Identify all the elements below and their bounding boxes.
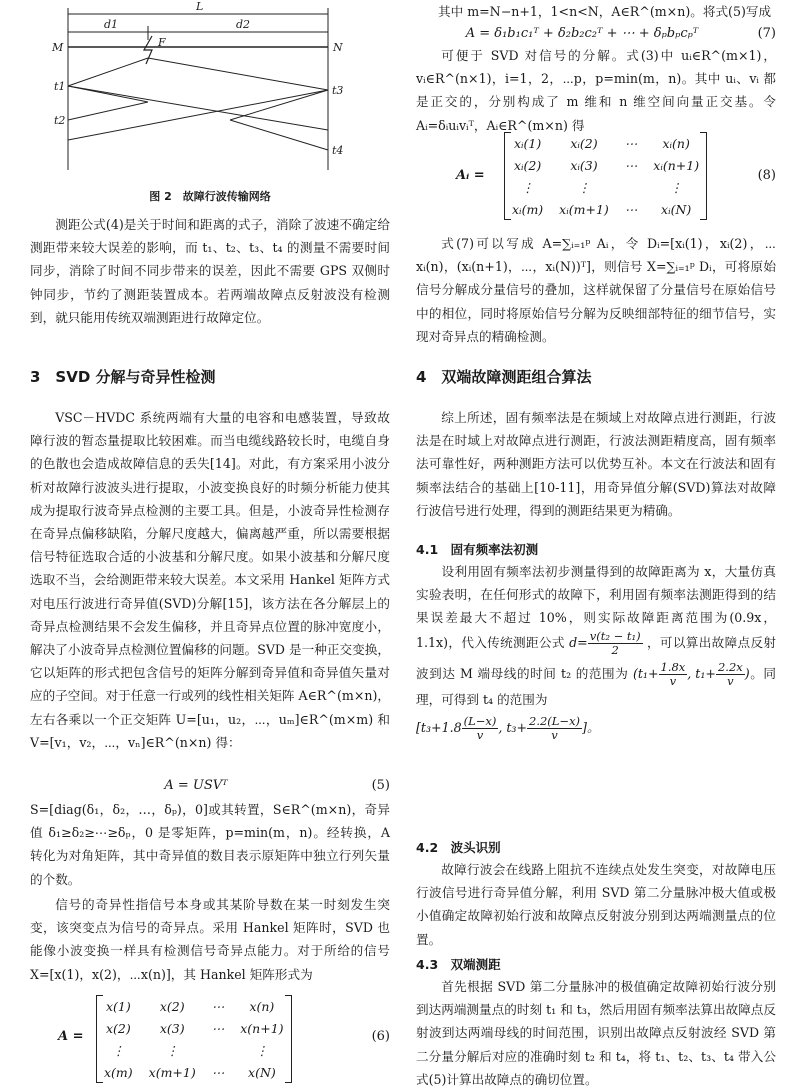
component-matrix-cell: xᵢ(m+1)	[559, 201, 609, 217]
equation-6	[30, 993, 390, 1087]
hankel-matrix-row	[96, 1017, 292, 1039]
hankel-matrix-row	[96, 1061, 292, 1083]
paragraph-4-1-b: ，可以算出故障点反射波到达 M 端母线的时间 t₂ 的范围为	[416, 634, 776, 681]
hankel-matrix-cell	[204, 1039, 233, 1061]
hankel-matrix-cell: ⋮	[112, 1042, 125, 1058]
label-L: L	[196, 0, 204, 13]
equation-8-label: Aᵢ =	[456, 168, 485, 183]
ray-N-to-M	[68, 90, 328, 140]
paragraph-section-4: 综上所述，固有频率法是在频域上对故障点进行测距，行波法是在时域上对故障点进行测距，行波法测距精度高，固有频率法可靠性好，两种测距方法可以优势互补。本文在行波法和固有频率法结合的基础上[10-11]，用奇异值分解(SVD)算法对故障行波信号进行处理，得到的测距结果更为精确。	[416, 410, 776, 518]
hankel-matrix-row	[96, 1039, 292, 1061]
ray-N-to-F	[230, 90, 328, 120]
component-matrix-row	[504, 198, 707, 220]
ray-F-to-N	[148, 58, 328, 90]
fault-traveling-wave-figure	[50, 0, 370, 175]
component-matrix-cell: xᵢ(2)	[570, 135, 598, 151]
hankel-matrix-cell: ⋯	[211, 1064, 225, 1080]
equation-8-number: (8)	[757, 168, 776, 183]
paragraph-4-2: 故障行波会在线路上阻抗不连续点处发生突变，对故障电压行波信号进行奇异值分解，利用 SVD 第二分量脉冲极大值或极小值确定故障初始行波和故障点反射波分别到达两端测量点的位置。	[416, 862, 776, 947]
hankel-matrix-cell: x(n)	[249, 998, 275, 1014]
hankel-matrix-cell: x(n+1)	[240, 1020, 284, 1036]
ray-M-to-N	[68, 86, 328, 130]
label-t3: t3	[332, 84, 344, 97]
component-matrix-cell: xᵢ(m)	[512, 201, 544, 217]
component-matrix	[504, 132, 707, 220]
ray-M-to-F	[68, 86, 148, 102]
equation-6-label: A =	[58, 1029, 84, 1044]
section-4-1-body	[416, 560, 776, 742]
paragraph-svd-1: VSC－HVDC 系统两端有大量的电容和电感装置，导致故障行波的暂态量提取比较困难。而当电缆线路较长时，电缆自身的色散也会造成故障信息的丢失[14]。对此，有方案采用小波分析对故障行波波头进行提取，小波变换良好的时频分析能力使其成为提取行波奇异点检测的主要工具。但是，小波奇异性检测存在奇异点偏移缺陷，分解尺度越大，偏离越严重，所以需要根据信号特征选取合适的小波基和分解尺度。如果小波基和分解尺度选取不当，会给测距带来较大误差。本文采用 Hankel 矩阵方式对电压行波进行奇异值(SVD)分解[15]，该方法在各分解层上的奇异点检测结果不会发生偏移，并且奇异点位置的脉冲宽度小，解决了小波奇异点检测位置偏移的问题。SVD 是一种正交变换，它以矩阵的形式把包含信号的矩阵分解到奇异值和奇异值矢量对应的子空间。对于任意一行或列的线性相关矩阵 A∈R^(m×n)，左右各乘以一个正交矩阵 U=[u₁，u₂，⋯，uₘ]∈R^(m×m) 和 V=[v₁，v₂，⋯，vₙ]∈R^(n×n) 得：	[30, 410, 390, 750]
ray-F-to-M-reflect	[68, 102, 148, 120]
ray-F-to-M	[68, 58, 148, 86]
component-matrix-cell: ⋮	[577, 179, 591, 195]
section-4-heading: 4 双端故障测距组合算法	[416, 368, 592, 386]
component-matrix-cell	[617, 176, 646, 198]
equation-5-number: (5)	[371, 778, 390, 793]
paragraph-4-1-c: 。同理，可得到 t₄ 的范围为	[416, 665, 776, 707]
paragraph-after-eq7: 可便于 SVD 对信号的分解。式(3)中 uᵢ∈R^(m×1)，vᵢ∈R^(n×1)，i=1，2，⋯p，p=min(m，n)。其中 uᵢ、vᵢ 都是正交的，分别构成了 m 维和 n 维空间向量正交基。令 Aᵢ=δᵢuᵢvᵢᵀ，Aᵢ∈R^(m×n) 得	[416, 48, 776, 133]
hankel-matrix-cell: x(2)	[105, 1020, 131, 1036]
ray-F-to-N-reflect	[230, 120, 328, 150]
section-4-3-heading: 4.3 双端测距	[416, 957, 501, 972]
hankel-matrix	[96, 995, 292, 1083]
paragraph-ranging: 测距公式(4)是关于时间和距离的式子，消除了波速不确定给测距带来较大误差的影响，而 t₁、t₂、t₃、t₄ 的测量不需要时间同步，消除了时间不同步带来的误差，因此不需要 GPS 双侧时钟同步，节约了测距装置成本。若两端故障点反射波没有检测到，就只能用传统双端测距进行故障定位。	[30, 217, 390, 325]
hankel-matrix-cell: ⋮	[255, 1042, 269, 1058]
component-matrix-cell: xᵢ(n+1)	[653, 157, 700, 173]
hankel-matrix-cell: ⋮	[165, 1042, 179, 1058]
paragraph-svd-3: 信号的奇异性指信号本身或其某阶导数在某一时刻发生突变，该突变点为信号的奇异点。采用 Hankel 矩阵时，SVD 也能像小波变换一样具有检测信号奇异点能力。对于所给的信号 X=[x(1)，x(2)，⋯x(n)]，其 Hankel 矩阵形式为	[30, 897, 390, 982]
label-N: N	[333, 41, 343, 54]
equation-5-body: A = USVᵀ	[164, 778, 228, 793]
label-d1: d1	[104, 18, 119, 31]
label-t4: t4	[332, 144, 344, 157]
label-M: M	[52, 41, 64, 54]
label-t2: t2	[54, 114, 66, 127]
hankel-matrix-row	[96, 995, 292, 1017]
hankel-matrix-cell: x(m+1)	[148, 1064, 196, 1080]
paragraph-4-1-a: 设利用固有频率法初步测量得到的故障距离为 x，大量仿真实验表明，在任何形式的故障下，利用固有频率法测距得到的结果误差最大不超过 10%，则实际故障距离范围为(0.9x，1.1x)，代入传统测距公式	[416, 564, 776, 650]
equation-7-body: A = δ₁b₁c₁ᵀ + δ₂b₂c₂ᵀ + ⋯ + δₚbₚcₚᵀ	[465, 26, 699, 41]
component-matrix-cell: ⋯	[624, 201, 638, 217]
label-d2: d2	[236, 18, 251, 31]
hankel-matrix-cell: x(N)	[248, 1064, 276, 1080]
label-F: F	[158, 36, 166, 49]
paragraph-right-top: 其中 m=N−n+1，1<n<N，A∈R^(m×n)。将式(5)写成	[438, 4, 772, 19]
fault-bolt-icon	[144, 36, 152, 64]
section-4-2-heading: 4.2 波头识别	[416, 840, 501, 855]
component-matrix-cell: xᵢ(n)	[662, 135, 690, 151]
section-4-1-heading: 4.1 固有频率法初测	[416, 542, 539, 557]
component-matrix-cell: ⋯	[624, 157, 638, 173]
equation-8	[416, 130, 776, 224]
component-matrix-row	[504, 176, 707, 198]
paragraph-svd-2: S=[diag(δ₁，δ₂，…，δₚ)，0]或其转置，S∈R^(m×n)，奇异值 δ₁≥δ₂≥⋯≥δₚ，0 是零矩阵，p=min(m，n)。经转换，A 转化为对角矩阵，其中奇异值的数目表示原矩阵中独立行列矢量的个数。	[30, 802, 390, 887]
component-matrix-cell: ⋮	[521, 179, 534, 195]
hankel-matrix-cell: x(3)	[159, 1020, 185, 1036]
component-matrix-row	[504, 154, 707, 176]
figure-caption: 图 2 故障行波传输网络	[149, 190, 271, 203]
label-t1: t1	[54, 80, 66, 93]
equation-7	[416, 22, 776, 46]
range-t2: (t₁+ $\frac{1.8x}{v}$ , t₁+ $\frac{2.2x}{v}$ )	[632, 659, 750, 688]
component-matrix-cell: xᵢ(2)	[513, 157, 542, 173]
equation-6-number: (6)	[371, 1029, 390, 1044]
section-3-heading: 3 SVD 分解与奇异性检测	[30, 368, 216, 386]
component-matrix-cell: ⋮	[669, 179, 683, 195]
component-matrix-row	[504, 132, 707, 154]
component-matrix-cell: xᵢ(3)	[570, 157, 598, 173]
component-matrix-cell: ⋯	[624, 135, 638, 151]
hankel-matrix-cell: x(m)	[104, 1064, 133, 1080]
hankel-matrix-cell: x(1)	[105, 998, 131, 1014]
paragraph-4-3: 首先根据 SVD 第二分量脉冲的极值确定故障初始行波分别到达两端测量点的时刻 t₁ 和 t₃，然后用固有频率法算出故障点反射波到达两端母线的时间范围，识别出故障点反射波经 SVD 第二分量分解后对应的准确时刻 t₂ 和 t₄，将 t₁、t₂、t₃、t₄ 带入公式(5)计算出故障点的确切位置。	[416, 979, 776, 1087]
equation-5	[30, 774, 390, 798]
hankel-matrix-cell: ⋯	[211, 1020, 225, 1036]
hankel-matrix-cell: x(2)	[159, 998, 185, 1014]
component-matrix-cell: xᵢ(1)	[513, 135, 542, 151]
component-matrix-cell: xᵢ(N)	[661, 201, 692, 217]
paragraph-after-eq8: 式(7)可以写成 A=∑ᵢ₌₁ᵖ Aᵢ，令 Dᵢ=[xᵢ(1)，xᵢ(2)，⋯xᵢ(n)，(xᵢ(n+1)，⋯，xᵢ(N))ᵀ]，则信号 X=∑ᵢ₌₁ᵖ Dᵢ，可将原始信号分解成分量信号的叠加，这样就保留了分量信号在原始信号中的相位，同时将原始信号分解为反映细部特征的细节信号，实现对奇异点的精确检测。	[416, 236, 776, 344]
range-t4: [t₃+1.8 $\frac{(L-x)}{v}$ , t₃+ $\frac{2.2(L-x)}{v}$ ]。	[416, 713, 600, 742]
equation-7-number: (7)	[757, 26, 776, 41]
formula-distance: d= $\frac{\text{v(t₂ − t₁)}}{2}$	[569, 628, 641, 657]
hankel-matrix-cell: ⋯	[211, 998, 225, 1014]
